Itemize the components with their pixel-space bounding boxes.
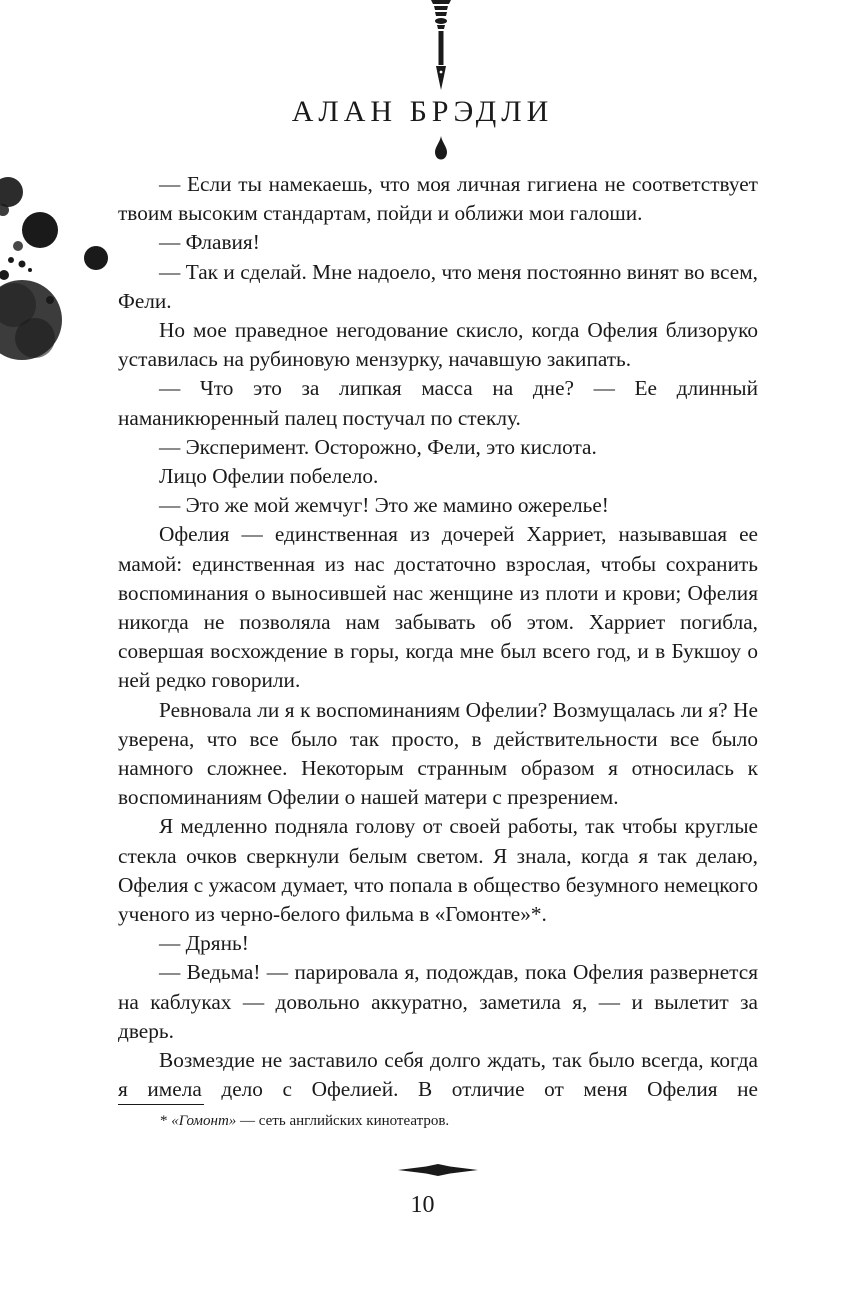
paragraph: — Если ты намекаешь, что моя личная гигиена не соответствует твоим высоким стандартам, пойди и оближи мои галоши.	[118, 172, 758, 226]
paragraph: Но мое праведное негодование скисло, когда Офелия близоруко уставилась на рубиновую мензурку, начавшую закипать.	[118, 318, 758, 372]
paragraph: — Флавия!	[159, 230, 260, 255]
paragraph: — Это же мой жемчуг! Это же мамино ожерелье!	[159, 493, 609, 518]
paragraph: Возмездие не заставило себя долго ждать, так было всегда, когда я имела дело с Офелией. В отличие от меня Офелия не	[118, 1048, 758, 1102]
paragraph: — Ведьма! — парировала я, подождав, пока Офелия развернется на каблуках — довольно аккуратно, заметила я, — и вылетит за дверь.	[118, 960, 758, 1043]
footnote-marker: *	[160, 1113, 172, 1129]
footnote-text: — сеть английских кинотеатров.	[236, 1113, 450, 1129]
paragraph: — Эксперимент. Осторожно, Фели, это кислота.	[159, 434, 597, 459]
paragraph: Я медленно подняла голову от своей работы, так чтобы круглые стекла очков сверкнули белым светом. Я знала, когда я так делаю, Офелия с ужасом думает, что попала в общество безумного немецкого ученого из черно-белого фильма в «Гомонте»*.	[118, 814, 758, 927]
paragraph: — Так и сделай. Мне надоело, что меня постоянно винят во всем, Фели.	[118, 259, 758, 313]
page-number: 10	[410, 1192, 435, 1218]
paragraph: Офелия — единственная из дочерей Харриет, называвшая ее мамой: единственная из нас достаточно взрослая, чтобы сохранить воспоминания о выносившей нас женщине из плоти и крови; Офелия никогда не позволяла нам забывать об этом. Харриет погибла, совершая восхождение в горы, когда мне был всего год, и в Букшоу о ней редко говорили.	[118, 522, 758, 693]
running-header-author: АЛАН БРЭДЛИ	[291, 95, 554, 128]
footnote-rule	[118, 1104, 204, 1105]
paragraph: Ревновала ли я к воспоминаниям Офелии? Возмущалась ли я? Не уверена, что все было так просто, в действительности все было намного сложнее. Некоторым странным образом я относилась к воспоминаниям Офелии о нашей матери с презрением.	[118, 697, 758, 810]
ink-splatter-icon	[0, 170, 120, 380]
footnote	[160, 1110, 760, 1132]
diamond-rule-ornament-icon	[398, 1164, 478, 1176]
paragraph: Лицо Офелии побелело.	[159, 464, 379, 489]
footnote-term: «Гомонт»	[171, 1113, 237, 1129]
paragraph: — Что это за липкая масса на дне? — Ее длинный наманикюренный палец постучал по стеклу.	[118, 376, 758, 430]
paragraph: — Дрянь!	[159, 931, 249, 956]
pen-nib-ornament-icon	[426, 0, 456, 92]
body-text	[118, 170, 758, 1105]
ink-drop-icon	[434, 136, 448, 160]
